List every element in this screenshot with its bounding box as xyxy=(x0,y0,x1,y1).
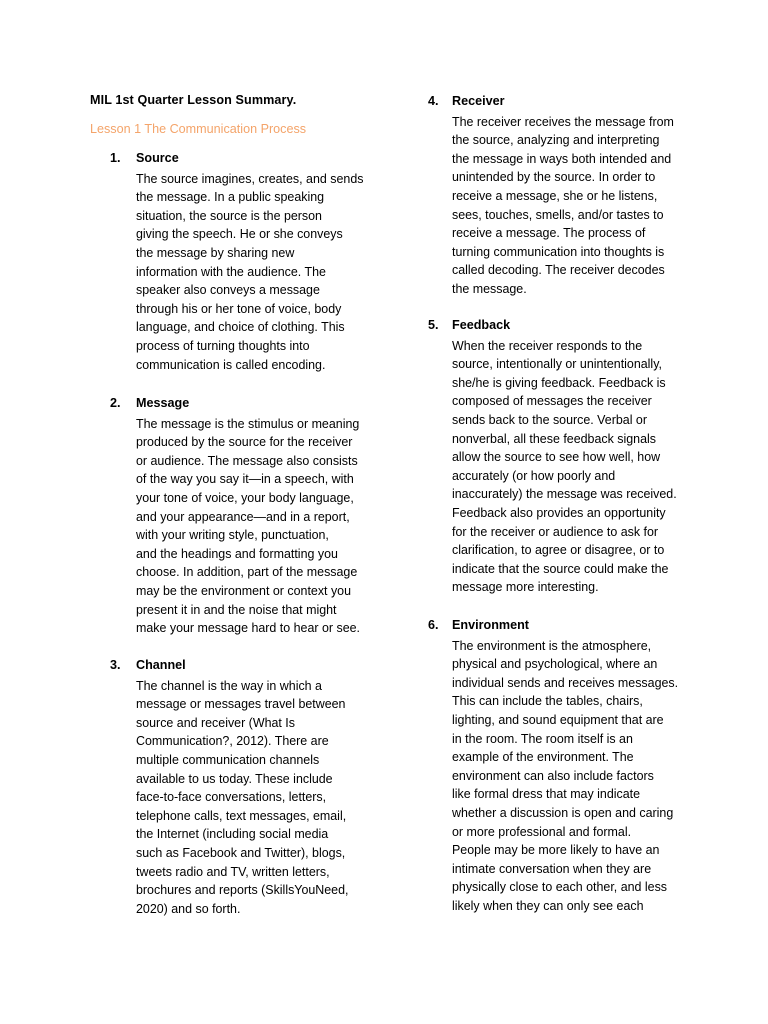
body-line: such as Facebook and Twitter), blogs, xyxy=(136,845,346,860)
body-line: face-to-face conversations, letters, xyxy=(136,790,327,805)
item-number: 1. xyxy=(110,151,121,165)
body-line: with your writing style, punctuation, xyxy=(136,528,329,543)
body-line: example of the environment. The xyxy=(452,750,634,765)
body-line: called decoding. The receiver decodes xyxy=(452,263,665,278)
body-line: sends back to the source. Verbal or xyxy=(452,412,647,427)
body-line: allow the source to see how well, how xyxy=(452,450,661,465)
item-heading: Receiver xyxy=(452,94,505,108)
item-number: 4. xyxy=(428,94,439,108)
item-number: 5. xyxy=(428,318,439,332)
body-line: Communication?, 2012). There are xyxy=(136,734,329,749)
body-line: intimate conversation when they are xyxy=(452,861,652,876)
body-line: nonverbal, all these feedback signals xyxy=(452,431,656,446)
body-line: source and receiver (What Is xyxy=(136,715,295,730)
body-line: choose. In addition, part of the message xyxy=(136,565,358,580)
body-line: The source imagines, creates, and sends xyxy=(136,171,364,186)
body-line: and your appearance—and in a report, xyxy=(136,509,350,524)
lesson-title: Lesson 1 The Communication Process xyxy=(90,122,307,136)
body-line: The environment is the atmosphere, xyxy=(452,638,652,653)
body-line: the message in ways both intended and xyxy=(452,151,672,166)
body-line: inaccurately) the message was received. xyxy=(452,487,677,502)
body-line: receive a message. The process of xyxy=(452,226,646,241)
body-line: present it in and the noise that might xyxy=(136,602,337,617)
body-line: turning communication into thoughts is xyxy=(452,244,665,259)
item-heading: Environment xyxy=(452,618,529,632)
item-heading: Message xyxy=(136,396,190,410)
document-title: MIL 1st Quarter Lesson Summary. xyxy=(90,93,297,107)
body-line: The message is the stimulus or meaning xyxy=(136,416,360,431)
item-body xyxy=(452,337,677,597)
body-line: Feedback also provides an opportunity xyxy=(452,505,666,520)
item-number: 6. xyxy=(428,618,439,632)
item-heading: Source xyxy=(136,151,179,165)
body-line: lighting, and sound equipment that are xyxy=(452,712,664,727)
item-number: 2. xyxy=(110,396,121,410)
body-line: 2020) and so forth. xyxy=(136,901,241,916)
body-line: the message. In a public speaking xyxy=(136,190,325,205)
body-line: may be the environment or context you xyxy=(136,583,352,598)
body-line: the Internet (including social media xyxy=(136,827,329,842)
body-line: brochures and reports (SkillsYouNeed, xyxy=(136,883,349,898)
body-line: your tone of voice, your body language, xyxy=(136,490,354,505)
body-line: process of turning thoughts into xyxy=(136,338,310,353)
body-line: The receiver receives the message from xyxy=(452,114,674,129)
item-heading: Channel xyxy=(136,658,186,672)
body-line: speaker also conveys a message xyxy=(136,283,320,298)
body-line: clarification, to agree or disagree, or to xyxy=(452,543,665,558)
body-line: language, and choice of clothing. This xyxy=(136,320,345,335)
body-line: situation, the source is the person xyxy=(136,208,322,223)
body-line: When the receiver responds to the xyxy=(452,338,643,353)
body-line: environment can also include factors xyxy=(452,768,654,783)
body-line: This can include the tables, chairs, xyxy=(452,694,643,709)
body-line: physically close to each other, and less xyxy=(452,880,668,895)
body-line: or audience. The message also consists xyxy=(136,453,358,468)
item-body xyxy=(136,415,360,638)
body-line: The channel is the way in which a xyxy=(136,678,322,693)
item-body xyxy=(452,113,674,299)
body-line: physical and psychological, where an xyxy=(452,657,658,672)
body-line: available to us today. These include xyxy=(136,771,333,786)
item-body xyxy=(136,677,348,919)
body-line: individual sends and receives messages. xyxy=(452,675,679,690)
body-line: multiple communication channels xyxy=(136,752,320,767)
item-heading: Feedback xyxy=(452,318,511,332)
body-line: produced by the source for the receiver xyxy=(136,435,353,450)
item-number: 3. xyxy=(110,658,121,672)
body-line: communication is called encoding. xyxy=(136,357,326,372)
body-line: composed of messages the receiver xyxy=(452,394,652,409)
body-line: message or messages travel between xyxy=(136,697,346,712)
body-line: telephone calls, text messages, email, xyxy=(136,808,347,823)
body-line: for the receiver or audience to ask for xyxy=(452,524,659,539)
body-line: or more professional and formal. xyxy=(452,824,632,839)
body-line: giving the speech. He or she conveys xyxy=(136,227,343,242)
body-line: in the room. The room itself is an xyxy=(452,731,633,746)
body-line: information with the audience. The xyxy=(136,264,326,279)
body-line: the message. xyxy=(452,281,527,296)
item-body xyxy=(452,637,678,916)
body-line: make your message hard to hear or see. xyxy=(136,621,360,636)
body-line: the source, analyzing and interpreting xyxy=(452,133,660,148)
body-line: receive a message, she or he listens, xyxy=(452,188,658,203)
body-line: the message by sharing new xyxy=(136,245,295,260)
body-line: People may be more likely to have an xyxy=(452,843,660,858)
body-line: source, intentionally or unintentionally, xyxy=(452,357,662,372)
body-line: she/he is giving feedback. Feedback is xyxy=(452,375,666,390)
body-line: indicate that the source could make the xyxy=(452,561,669,576)
body-line: whether a discussion is open and caring xyxy=(452,805,674,820)
body-line: tweets radio and TV, written letters, xyxy=(136,864,330,879)
body-line: likely when they can only see each xyxy=(452,898,644,913)
body-line: unintended by the source. In order to xyxy=(452,170,656,185)
body-line: of the way you say it—in a speech, with xyxy=(136,472,354,487)
body-line: message more interesting. xyxy=(452,580,599,595)
body-line: and the headings and formatting you xyxy=(136,546,338,561)
body-line: through his or her tone of voice, body xyxy=(136,301,342,316)
body-line: like formal dress that may indicate xyxy=(452,787,641,802)
body-line: accurately (or how poorly and xyxy=(452,468,616,483)
body-line: sees, touches, smells, and/or tastes to xyxy=(452,207,664,222)
item-body xyxy=(136,170,363,375)
